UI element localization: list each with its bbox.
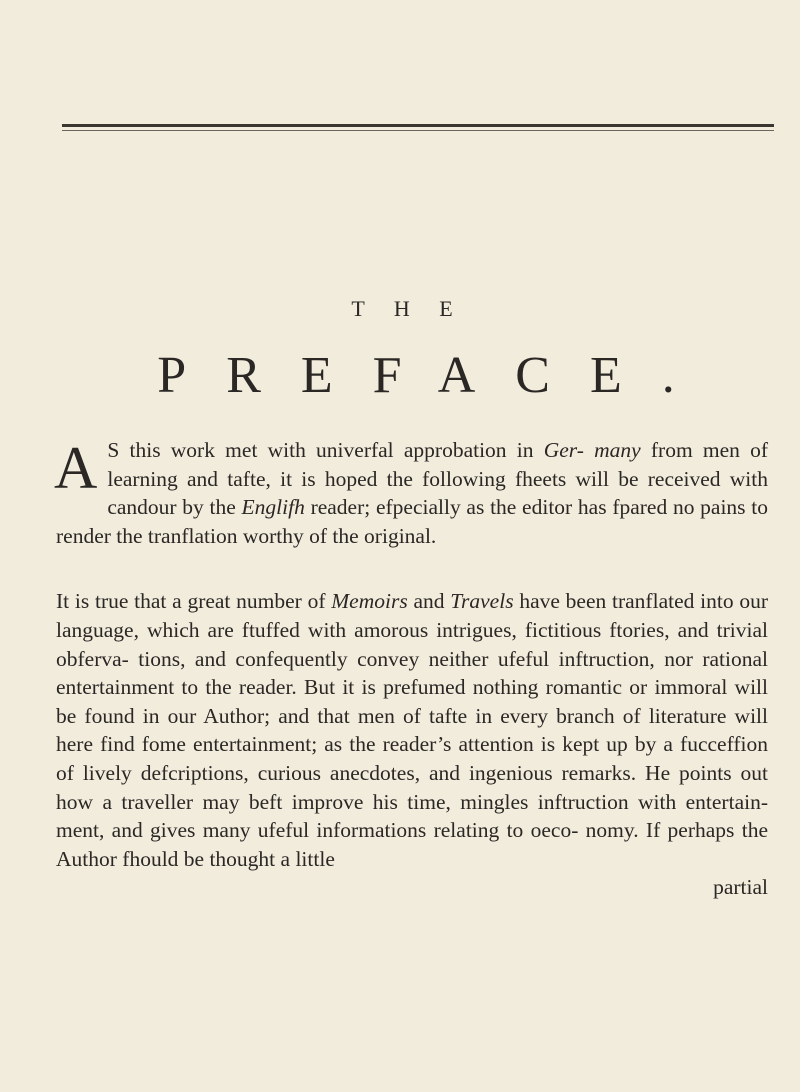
top-rule [62,124,774,127]
text-segment: from men of learning and tafte, it is hoped the following fheets will be received with candour by the [107,438,769,520]
text-segment: and [407,589,451,614]
text-segment-italic: Englifh [241,495,305,520]
paragraph-1 [56,436,768,550]
text-segment: reader; efpecially as the editor has fpared no pains to render the tranflation worthy of the original. [56,495,768,548]
text-segment: S this work met with univerfal approbation in [107,438,544,462]
paragraph-2 [56,587,768,902]
heading-preface: PREFACE. [157,347,715,404]
text-segment: have been tranflated into our language, which are ftuffed with amorous intrigues, fictitious ftories, and trivial obferva- tions, and confequently convey neither ufeful inftruction, nor rational entertainment to the reader. But it is prefumed nothing romantic or immoral will be found in our Author; and that men of tafte in every branch of literature will here find fome entertainment; as the reader’s attention is kept up by a fucceffion of lively defcriptions, curious anecdotes, and ingenious remarks. He points out how a traveller may beft improve his time, mingles inftruction with entertain- ment, and gives many ufeful informations relating to oeco- nomy. If perhaps the Author fhould be thought a little [56,589,768,871]
text-segment [584,438,594,462]
drop-cap: A [54,435,98,501]
catchword: partial [713,875,768,900]
text-segment-italic: Ger- [543,438,584,462]
text-segment-italic: many [594,438,641,462]
preface-body [56,436,768,902]
text-segment-italic: Memoirs [331,589,408,614]
heading-the: T H E [351,296,465,321]
text-segment: It is true that a great number of [56,589,332,614]
text-segment-italic: Travels [450,589,514,614]
